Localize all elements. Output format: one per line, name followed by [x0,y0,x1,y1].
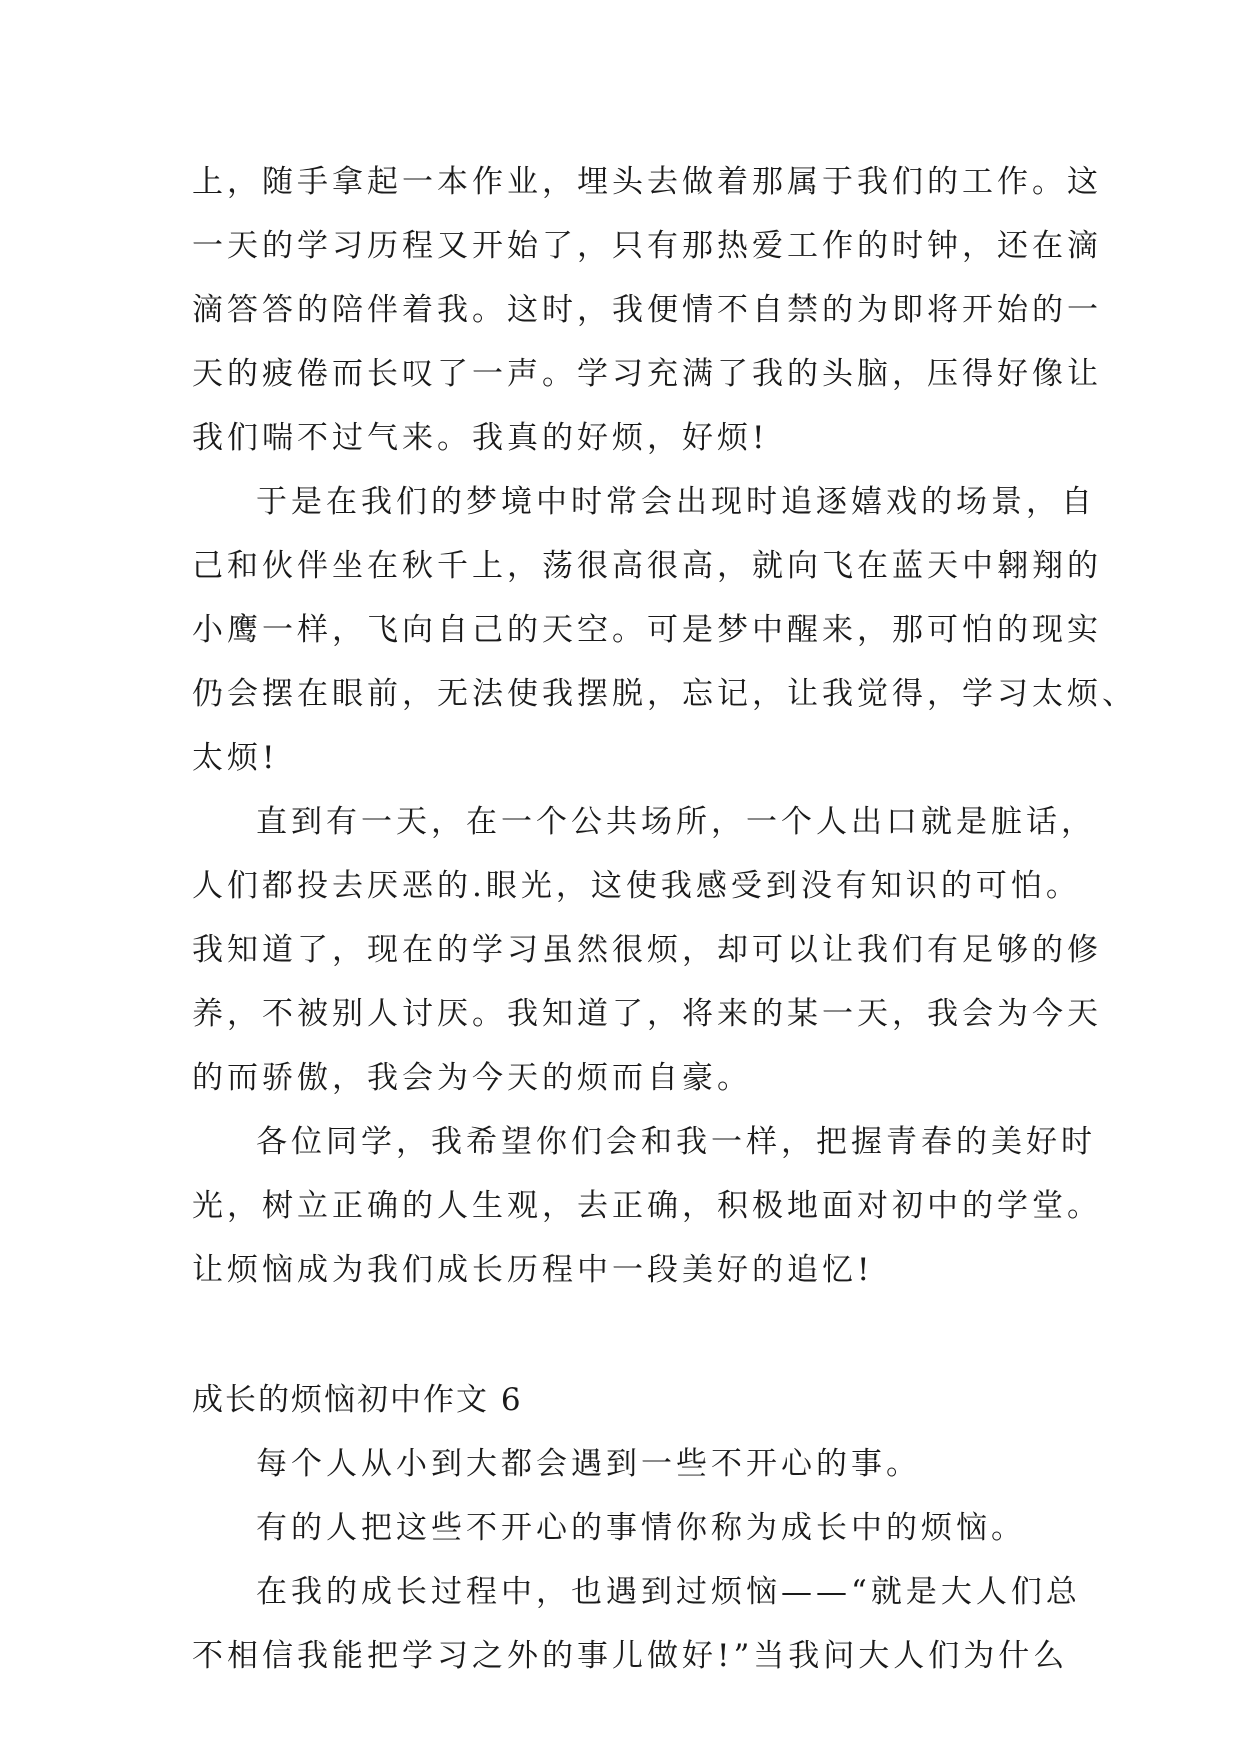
essay5-paragraph-3 [192,790,1102,1110]
text-line: 己和伙伴坐在秋千上，荡很高很高，就向飞在蓝天中翱翔的 [192,548,1102,584]
text-line: 一天的学习历程又开始了，只有那热爱工作的时钟，还在滴 [192,228,1102,264]
text-line: 天的疲倦而长叹了一声。学习充满了我的头脑，压得好像让 [192,356,1102,392]
text-line: 小鹰一样，飞向自己的天空。可是梦中醒来，那可怕的现实 [192,612,1102,648]
text-line: 滴答答的陪伴着我。这时，我便情不自禁的为即将开始的一 [192,292,1102,328]
text-line: 有的人把这些不开心的事情你称为成长中的烦恼。 [256,1510,1026,1546]
text-line: 我们喘不过气来。我真的好烦，好烦! [192,420,769,456]
essay5-paragraph-4 [192,1110,1102,1302]
text-line: 于是在我们的梦境中时常会出现时追逐嬉戏的场景，自 [256,484,1096,520]
text-line: 人们都投去厌恶的.眼光，这使我感受到没有知识的可怕。 [192,868,1081,904]
text-line: 在我的成长过程中，也遇到过烦恼——“就是大人们总 [256,1574,1081,1610]
text-line: 直到有一天，在一个公共场所，一个人出口就是脏话， [256,804,1096,840]
text-line: 让烦恼成为我们成长历程中一段美好的追忆! [192,1252,874,1288]
text-line: 每个人从小到大都会遇到一些不开心的事。 [256,1446,921,1482]
essay5-paragraph-2 [192,470,1137,790]
text-line: 我知道了，现在的学习虽然很烦，却可以让我们有足够的修 [192,932,1102,968]
essay6-section [192,1368,1081,1688]
text-line: 太烦! [192,740,279,776]
text-line: 的而骄傲，我会为今天的烦而自豪。 [192,1060,752,1096]
essay-title: 成长的烦恼初中作文 6 [192,1382,523,1418]
text-line: 上，随手拿起一本作业，埋头去做着那属于我们的工作。这 [192,164,1102,200]
text-line: 光，树立正确的人生观，去正确，积极地面对初中的学堂。 [192,1188,1102,1224]
text-line: 养，不被别人讨厌。我知道了，将来的某一天，我会为今天 [192,996,1102,1032]
text-line: 各位同学，我希望你们会和我一样，把握青春的美好时 [256,1124,1096,1160]
text-line: 不相信我能把学习之外的事儿做好!”当我问大人们为什么 [192,1638,1069,1674]
text-line: 仍会摆在眼前，无法使我摆脱，忘记，让我觉得，学习太烦、 [192,676,1137,712]
essay5-paragraph-1 [192,150,1102,470]
